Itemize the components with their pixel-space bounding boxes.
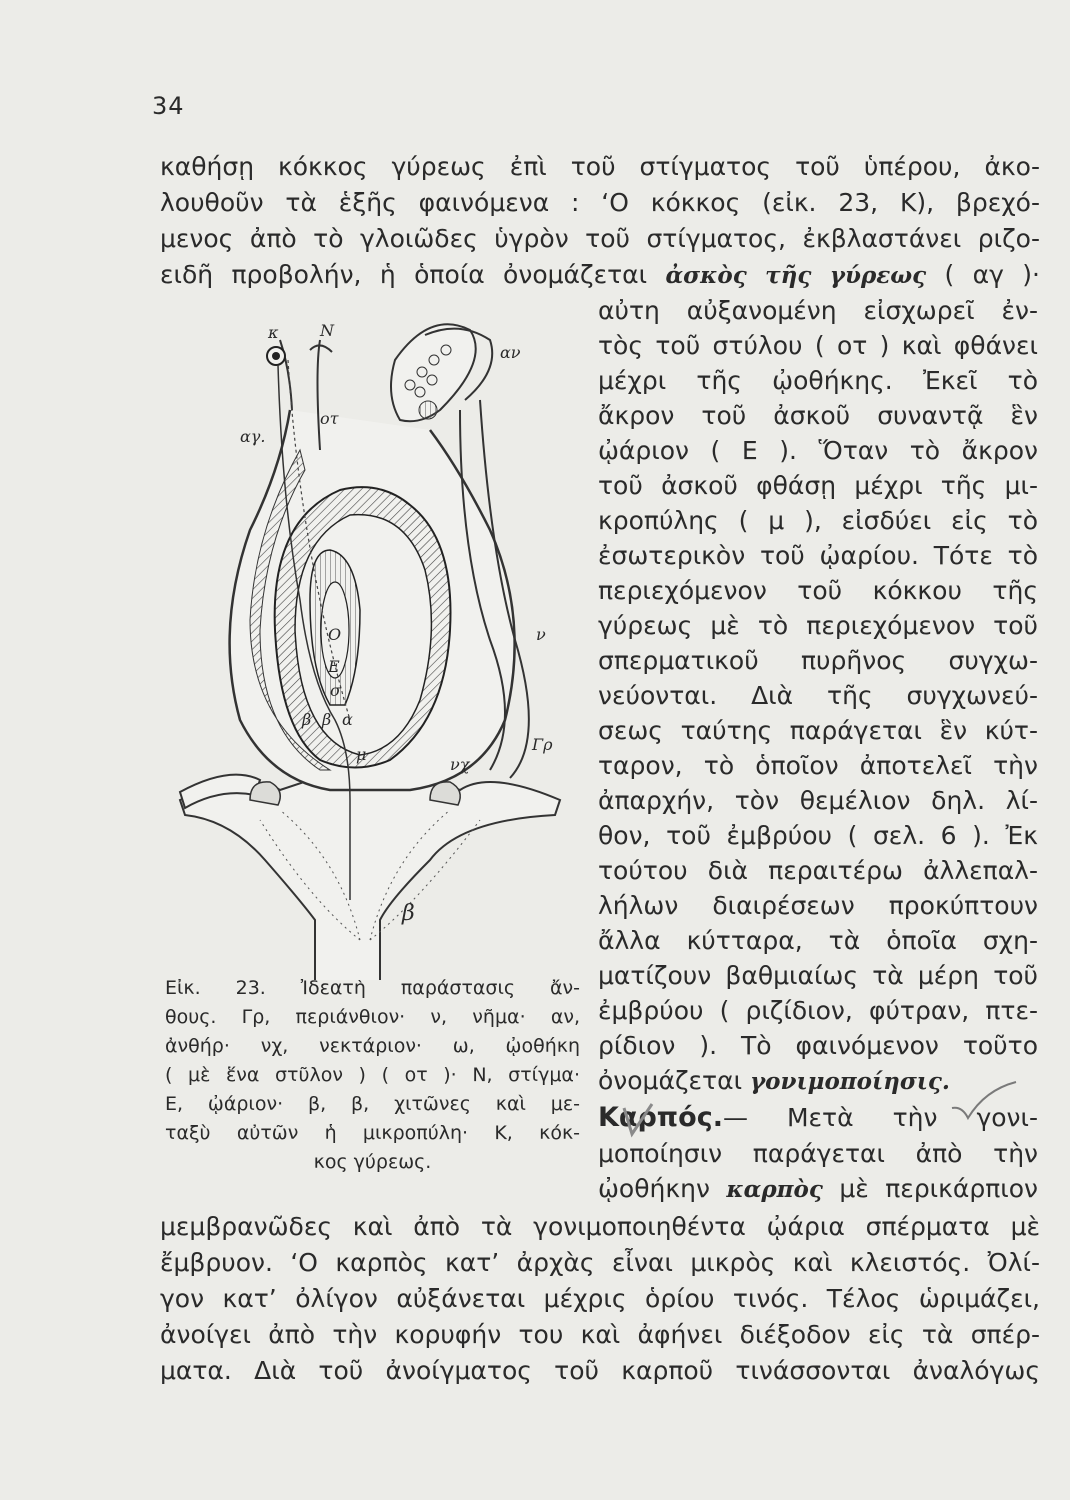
label-sigma: σ — [330, 681, 341, 700]
side-text-line: νεύονται. Διὰ τῆς συγχωνεύ- — [598, 681, 1038, 710]
label-coat-2: β — [322, 710, 332, 729]
section-heading-line: Καρπός.— Μετὰ τὴν γονι- — [598, 1102, 1038, 1133]
label-a: α — [342, 710, 353, 729]
text-line: μεμβρανῶδες καὶ ἀπὸ τὰ γονιμοποιηθέντα ᾠάρια σπέρματα μὲ — [160, 1212, 1040, 1241]
side-text-line: σπερματικοῦ πυρῆνος συγχω- — [598, 646, 1038, 675]
side-text-line: τὸς τοῦ στύλου ( οτ ) καὶ φθάνει — [598, 331, 1038, 360]
figure-caption: κος γύρεως. — [313, 1151, 432, 1173]
text-line: ἀνοίγει ἀπὸ τὴν κορυφήν του καὶ ἀφήνει διέξοδον εἰς τὰ σπέρ- — [160, 1320, 1040, 1349]
label-o: Ο — [328, 625, 342, 644]
side-text-line: θον, τοῦ ἐμβρύου ( σελ. 6 ). Ἐκ — [598, 821, 1038, 850]
label-style: οτ — [320, 409, 339, 428]
label-ovule: Ε — [328, 657, 340, 676]
side-text-line: ᾠάριον ( Ε ). Ὅταν τὸ ἄκρον — [598, 436, 1038, 465]
side-text-line: μοποίησιν παράγεται ἀπὸ τὴν — [598, 1139, 1038, 1168]
emphasis-term: γονιμοποίησις. — [750, 1068, 950, 1095]
figure-caption: ἀνθήρ· νχ, νεκτάριον· ω, ᾠοθήκη — [165, 1035, 580, 1057]
pencil-check-icon — [950, 1078, 1020, 1128]
figure-caption: Ε, ᾠάριον· β, β, χιτῶνες καὶ με- — [165, 1093, 580, 1115]
flower-diagram — [160, 300, 580, 980]
side-text-line: αὐτη αὐξανομένη εἰσχωρεῖ ἐν- — [598, 296, 1038, 325]
side-text-line: τοῦ ἀσκοῦ φθάσῃ μέχρι τῆς μι- — [598, 471, 1038, 500]
label-pollen-tube: αγ. — [240, 427, 266, 446]
figure-caption: θους. Γρ, περιάνθιον· ν, νῆμα· αν, — [165, 1006, 580, 1028]
label-k: κ — [268, 323, 279, 342]
side-text-line: σεως ταύτης παράγεται ἓν κύτ- — [598, 716, 1038, 745]
figure-caption: Εἰκ. 23. Ἰδεατὴ παράστασις ἄν- — [165, 977, 580, 999]
side-text-line: ἄλλα κύτταρα, τὰ ὁποῖα σχη- — [598, 926, 1038, 955]
side-text-line: τούτου διὰ περαιτέρω ἀλλεπαλ- — [598, 856, 1038, 885]
emphasis-term: καρπὸς — [726, 1176, 823, 1203]
side-text-line: ὀνομάζεται γονιμοποίησις. — [598, 1066, 950, 1095]
side-text-line: ἄκρον τοῦ ἀσκοῦ συναντᾷ ἓν — [598, 401, 1038, 430]
pencil-check-icon — [618, 1100, 658, 1140]
label-perianth: Γρ — [532, 735, 553, 754]
side-text-line: περιεχόμενον τοῦ κόκκου τῆς — [598, 576, 1038, 605]
side-text-line: μέχρι τῆς ᾠοθήκης. Ἐκεῖ τὸ — [598, 366, 1038, 395]
text-line: ἔμβρυον. ‘Ο καρπὸς κατ’ ἀρχὰς εἶναι μικρὸς καὶ κλειστός. Ὀλί- — [160, 1248, 1040, 1277]
text-line: ματα. Διὰ τοῦ ἀνοίγματος τοῦ καρποῦ τινάσσονται ἀναλόγως — [160, 1356, 1040, 1385]
emphasis-term: ἀσκὸς τῆς γύρεως — [665, 262, 927, 289]
side-text-line: ματίζουν βαθμιαίως τὰ μέρη τοῦ — [598, 961, 1038, 990]
page-number: 34 — [152, 92, 185, 120]
text-line: ειδῆ προβολήν, ἡ ὁποία ὀνομάζεται ἀσκὸς τῆς γύρεως ( αγ )· — [160, 260, 1040, 289]
section-heading: Καρπός. — [598, 1102, 723, 1133]
side-text-line: ταρον, τὸ ὁποῖον ἀποτελεῖ τὴν — [598, 751, 1038, 780]
text-line: γον κατ’ ὀλίγον αὐξάνεται μέχρις ὁρίου τινός. Τέλος ὡριμάζει, — [160, 1284, 1040, 1313]
figure-caption: ταξὺ αὐτῶν ἡ μικροπύλη· Κ, κόκ- — [165, 1122, 580, 1144]
text-line: λουθοῦν τὰ ἑξῆς φαινόμενα : ‘Ο κόκκος (εἰκ. 23, Κ), βρεχό- — [160, 188, 1040, 217]
label-anther: αν — [500, 343, 521, 362]
side-text-line: γύρεως μὲ τὸ περιεχόμενον τοῦ — [598, 611, 1038, 640]
text-line: μενος ἀπὸ τὸ γλοιῶδες ὑγρὸν τοῦ στίγματος, ἐκβλαστάνει ριζο- — [160, 224, 1040, 253]
label-nectary: νχ — [450, 755, 470, 774]
side-text-line: ἐσωτερικὸν τοῦ ᾠαρίου. Τότε τὸ — [598, 541, 1038, 570]
side-text-line: ρίδιον ). Τὸ φαινόμενον τοῦτο — [598, 1031, 1038, 1060]
figure-caption: ( μὲ ἕνα στῦλον ) ( οτ )· Ν, στίγμα· — [165, 1064, 580, 1086]
side-text-line: ἀπαρχήν, τὸν θεμέλιον δηλ. λί- — [598, 786, 1038, 815]
side-text-line: ᾠοθήκην καρπὸς μὲ περικάρπιον — [598, 1174, 1038, 1203]
side-text-line: ἐμβρύου ( ριζίδιον, φύτραν, πτε- — [598, 996, 1038, 1025]
side-text-line: κροπύλης ( μ ), εἰσδύει εἰς τὸ — [598, 506, 1038, 535]
label-coat-1: β — [302, 710, 312, 729]
label-filament: ν — [536, 625, 546, 644]
side-text-line: λήλων διαιρέσεων προκύπτουν — [598, 891, 1038, 920]
label-base: β — [402, 901, 415, 926]
label-micropyle: μ — [356, 745, 367, 764]
label-stigma: Ν — [320, 321, 334, 340]
text-line: καθήσῃ κόκκος γύρεως ἐπὶ τοῦ στίγματος τοῦ ὑπέρου, ἀκο- — [160, 152, 1040, 181]
